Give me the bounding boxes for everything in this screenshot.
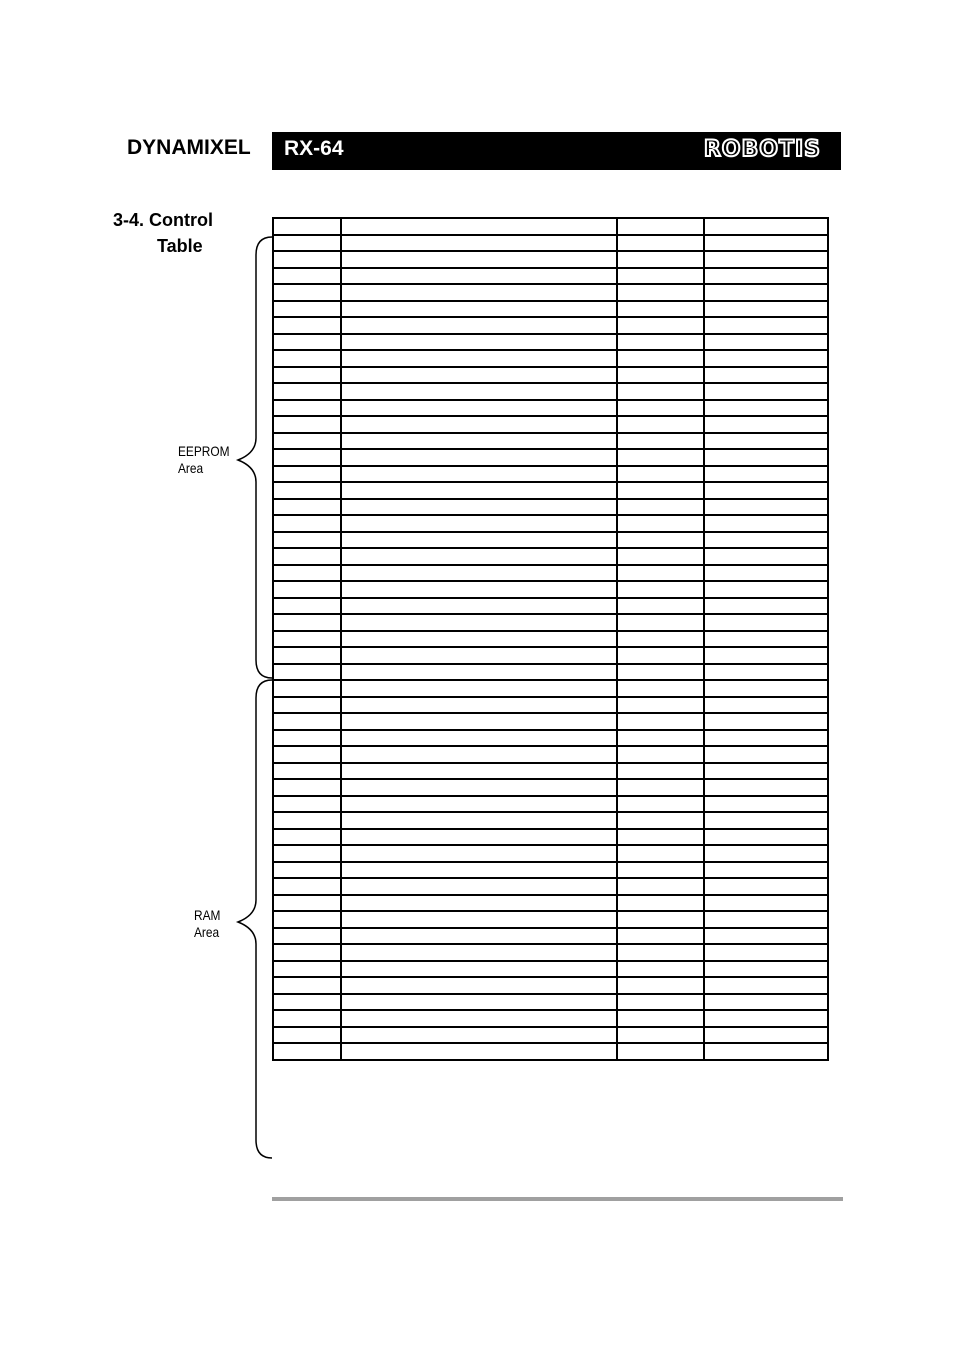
- table-row: [273, 532, 828, 549]
- table-row: [273, 548, 828, 565]
- table-cell: [617, 994, 704, 1011]
- table-cell: [273, 977, 341, 994]
- table-cell: [617, 268, 704, 285]
- table-cell: [341, 565, 617, 582]
- table-cell: [341, 763, 617, 780]
- eeprom-label-line1: EEPROM: [178, 443, 230, 459]
- table-row: [273, 977, 828, 994]
- table-cell: [617, 664, 704, 681]
- table-cell: [704, 317, 828, 334]
- table-cell: [704, 532, 828, 549]
- table-cell: [341, 680, 617, 697]
- table-cell: [704, 845, 828, 862]
- table-cell: [273, 928, 341, 945]
- table-cell: [617, 961, 704, 978]
- table-cell: [341, 235, 617, 252]
- table-cell: [617, 1010, 704, 1027]
- table-cell: [704, 994, 828, 1011]
- table-cell: [617, 730, 704, 747]
- table-cell: [273, 878, 341, 895]
- table-cell: [617, 1027, 704, 1044]
- table-cell: [617, 449, 704, 466]
- table-cell: [341, 466, 617, 483]
- table-cell: [617, 466, 704, 483]
- table-cell: [273, 779, 341, 796]
- table-row: [273, 713, 828, 730]
- table-row: [273, 301, 828, 318]
- table-row: [273, 928, 828, 945]
- table-cell: [704, 301, 828, 318]
- table-cell: [341, 845, 617, 862]
- table-cell: [273, 383, 341, 400]
- table-cell: [617, 647, 704, 664]
- table-row: [273, 367, 828, 384]
- table-cell: [341, 334, 617, 351]
- table-row: [273, 1027, 828, 1044]
- section-title-line1: 3-4. Control: [113, 210, 214, 230]
- table-cell: [341, 317, 617, 334]
- table-cell: [341, 977, 617, 994]
- table-cell: [341, 878, 617, 895]
- table-row: [273, 895, 828, 912]
- table-cell: [341, 746, 617, 763]
- table-cell: [704, 697, 828, 714]
- table-row: [273, 400, 828, 417]
- ram-label-line2: Area: [194, 924, 220, 940]
- table-cell: [704, 400, 828, 417]
- table-row: [273, 730, 828, 747]
- table-row: [273, 383, 828, 400]
- table-cell: [341, 515, 617, 532]
- table-cell: [704, 515, 828, 532]
- table-cell: [617, 383, 704, 400]
- table-row: [273, 911, 828, 928]
- table-row: [273, 812, 828, 829]
- table-cell: [341, 829, 617, 846]
- table-cell: [273, 1027, 341, 1044]
- table-cell: [617, 631, 704, 648]
- table-cell: [617, 416, 704, 433]
- table-cell: [704, 218, 828, 235]
- table-cell: [341, 548, 617, 565]
- table-cell: [704, 895, 828, 912]
- eeprom-label-line2: Area: [178, 460, 204, 476]
- section-title-line2: Table: [157, 236, 203, 256]
- table-cell: [704, 350, 828, 367]
- table-cell: [704, 268, 828, 285]
- table-cell: [617, 367, 704, 384]
- table-cell: [704, 565, 828, 582]
- table-cell: [617, 713, 704, 730]
- table-cell: [273, 845, 341, 862]
- table-row: [273, 581, 828, 598]
- table-row: [273, 416, 828, 433]
- table-row: [273, 631, 828, 648]
- table-row: [273, 466, 828, 483]
- table-cell: [273, 218, 341, 235]
- table-row: [273, 598, 828, 615]
- table-cell: [617, 796, 704, 813]
- table-cell: [704, 598, 828, 615]
- table-row: [273, 779, 828, 796]
- table-cell: [273, 482, 341, 499]
- table-cell: [341, 449, 617, 466]
- table-cell: [704, 862, 828, 879]
- table-cell: [704, 763, 828, 780]
- table-cell: [704, 779, 828, 796]
- table-row: [273, 515, 828, 532]
- table-cell: [704, 680, 828, 697]
- table-cell: [704, 631, 828, 648]
- table-row: [273, 284, 828, 301]
- table-cell: [704, 730, 828, 747]
- table-row: [273, 763, 828, 780]
- table-row: [273, 499, 828, 516]
- table-cell: [617, 548, 704, 565]
- table-cell: [341, 598, 617, 615]
- table-row: [273, 1043, 828, 1060]
- robotis-logo: ROBOTIS: [703, 137, 821, 162]
- table-cell: [617, 812, 704, 829]
- table-cell: [273, 614, 341, 631]
- table-cell: [617, 499, 704, 516]
- table-cell: [341, 350, 617, 367]
- table-cell: [341, 614, 617, 631]
- table-cell: [341, 779, 617, 796]
- table-cell: [617, 911, 704, 928]
- table-cell: [273, 235, 341, 252]
- table-cell: [617, 532, 704, 549]
- table-row: [273, 251, 828, 268]
- table-cell: [704, 944, 828, 961]
- table-cell: [341, 944, 617, 961]
- table-cell: [617, 284, 704, 301]
- table-cell: [617, 763, 704, 780]
- control-table-body: [273, 218, 828, 1060]
- table-cell: [273, 284, 341, 301]
- table-cell: [704, 614, 828, 631]
- table-cell: [273, 449, 341, 466]
- table-cell: [617, 680, 704, 697]
- table-cell: [273, 1010, 341, 1027]
- table-cell: [617, 301, 704, 318]
- table-row: [273, 1010, 828, 1027]
- table-cell: [273, 268, 341, 285]
- table-cell: [617, 350, 704, 367]
- table-cell: [704, 466, 828, 483]
- table-cell: [341, 994, 617, 1011]
- table-cell: [273, 812, 341, 829]
- table-cell: [617, 235, 704, 252]
- table-cell: [617, 317, 704, 334]
- table-cell: [273, 334, 341, 351]
- table-cell: [341, 796, 617, 813]
- table-cell: [617, 928, 704, 945]
- table-cell: [341, 697, 617, 714]
- table-cell: [273, 730, 341, 747]
- table-row: [273, 350, 828, 367]
- table-cell: [341, 713, 617, 730]
- table-row: [273, 433, 828, 450]
- table-cell: [273, 400, 341, 417]
- table-row: [273, 680, 828, 697]
- table-row: [273, 647, 828, 664]
- table-cell: [341, 895, 617, 912]
- table-row: [273, 614, 828, 631]
- table-cell: [617, 251, 704, 268]
- table-cell: [341, 911, 617, 928]
- table-cell: [704, 977, 828, 994]
- table-row: [273, 796, 828, 813]
- eeprom-area-label: [178, 443, 230, 477]
- table-cell: [704, 796, 828, 813]
- table-cell: [617, 598, 704, 615]
- table-row: [273, 235, 828, 252]
- table-cell: [273, 680, 341, 697]
- table-cell: [273, 350, 341, 367]
- table-cell: [704, 416, 828, 433]
- table-cell: [704, 482, 828, 499]
- table-cell: [273, 763, 341, 780]
- table-cell: [341, 1043, 617, 1060]
- table-cell: [341, 482, 617, 499]
- table-row: [273, 829, 828, 846]
- table-cell: [273, 532, 341, 549]
- table-cell: [273, 961, 341, 978]
- table-row: [273, 218, 828, 235]
- model-name: RX-64: [284, 137, 344, 160]
- table-cell: [617, 829, 704, 846]
- table-cell: [341, 812, 617, 829]
- table-cell: [341, 284, 617, 301]
- table-row: [273, 268, 828, 285]
- table-cell: [704, 284, 828, 301]
- table-row: [273, 961, 828, 978]
- table-cell: [273, 581, 341, 598]
- table-cell: [704, 647, 828, 664]
- table-cell: [704, 367, 828, 384]
- table-cell: [617, 895, 704, 912]
- table-cell: [273, 466, 341, 483]
- table-cell: [617, 977, 704, 994]
- table-cell: [704, 911, 828, 928]
- table-cell: [273, 416, 341, 433]
- table-cell: [341, 862, 617, 879]
- footer-rule: [272, 1197, 843, 1201]
- table-cell: [273, 944, 341, 961]
- table-cell: [273, 862, 341, 879]
- table-cell: [341, 730, 617, 747]
- table-row: [273, 746, 828, 763]
- table-cell: [617, 944, 704, 961]
- table-cell: [273, 796, 341, 813]
- table-cell: [617, 845, 704, 862]
- table-cell: [341, 301, 617, 318]
- table-row: [273, 697, 828, 714]
- table-cell: [341, 367, 617, 384]
- table-cell: [341, 383, 617, 400]
- table-cell: [704, 746, 828, 763]
- table-cell: [617, 334, 704, 351]
- table-cell: [617, 433, 704, 450]
- table-cell: [704, 878, 828, 895]
- table-cell: [273, 548, 341, 565]
- table-cell: [704, 928, 828, 945]
- table-row: [273, 449, 828, 466]
- product-name: DYNAMIXEL: [127, 136, 251, 159]
- table-cell: [704, 499, 828, 516]
- table-cell: [617, 581, 704, 598]
- table-row: [273, 664, 828, 681]
- table-row: [273, 862, 828, 879]
- table-cell: [704, 433, 828, 450]
- table-cell: [617, 614, 704, 631]
- table-row: [273, 334, 828, 351]
- table-cell: [704, 251, 828, 268]
- table-cell: [341, 647, 617, 664]
- ram-area-label: [194, 907, 220, 941]
- table-cell: [341, 581, 617, 598]
- table-row: [273, 845, 828, 862]
- table-cell: [273, 499, 341, 516]
- ram-brace: [238, 680, 272, 1158]
- table-cell: [617, 482, 704, 499]
- table-cell: [341, 664, 617, 681]
- table-cell: [704, 1027, 828, 1044]
- table-cell: [704, 961, 828, 978]
- table-cell: [273, 994, 341, 1011]
- table-cell: [617, 746, 704, 763]
- table-cell: [341, 218, 617, 235]
- table-cell: [704, 449, 828, 466]
- table-cell: [273, 301, 341, 318]
- table-row: [273, 944, 828, 961]
- table-cell: [273, 911, 341, 928]
- table-cell: [617, 515, 704, 532]
- ram-label-line1: RAM: [194, 907, 221, 923]
- table-cell: [341, 961, 617, 978]
- table-cell: [273, 367, 341, 384]
- table-cell: [273, 746, 341, 763]
- table-cell: [273, 647, 341, 664]
- table-cell: [273, 317, 341, 334]
- table-row: [273, 994, 828, 1011]
- table-cell: [341, 1010, 617, 1027]
- table-cell: [617, 400, 704, 417]
- table-cell: [273, 251, 341, 268]
- table-cell: [341, 532, 617, 549]
- table-cell: [704, 1043, 828, 1060]
- table-cell: [617, 697, 704, 714]
- table-cell: [341, 1027, 617, 1044]
- table-cell: [617, 862, 704, 879]
- table-cell: [704, 664, 828, 681]
- table-cell: [341, 433, 617, 450]
- table-cell: [704, 548, 828, 565]
- table-cell: [273, 713, 341, 730]
- table-cell: [704, 829, 828, 846]
- table-cell: [273, 565, 341, 582]
- table-cell: [273, 631, 341, 648]
- table-cell: [617, 218, 704, 235]
- table-cell: [704, 581, 828, 598]
- table-cell: [273, 515, 341, 532]
- table-cell: [273, 895, 341, 912]
- table-cell: [617, 878, 704, 895]
- table-cell: [273, 598, 341, 615]
- table-cell: [704, 235, 828, 252]
- table-cell: [704, 1010, 828, 1027]
- table-row: [273, 565, 828, 582]
- table-row: [273, 482, 828, 499]
- table-cell: [341, 400, 617, 417]
- table-cell: [341, 268, 617, 285]
- table-cell: [341, 499, 617, 516]
- table-cell: [704, 713, 828, 730]
- table-cell: [273, 433, 341, 450]
- table-cell: [704, 334, 828, 351]
- table-cell: [341, 928, 617, 945]
- table-cell: [704, 812, 828, 829]
- table-cell: [273, 1043, 341, 1060]
- table-cell: [341, 416, 617, 433]
- table-cell: [273, 697, 341, 714]
- table-cell: [341, 251, 617, 268]
- table-cell: [617, 1043, 704, 1060]
- table-row: [273, 317, 828, 334]
- table-cell: [704, 383, 828, 400]
- table-cell: [617, 565, 704, 582]
- control-table: [272, 217, 829, 1061]
- eeprom-brace: [238, 237, 272, 678]
- table-cell: [341, 631, 617, 648]
- table-cell: [273, 829, 341, 846]
- table-cell: [273, 664, 341, 681]
- table-cell: [617, 779, 704, 796]
- table-row: [273, 878, 828, 895]
